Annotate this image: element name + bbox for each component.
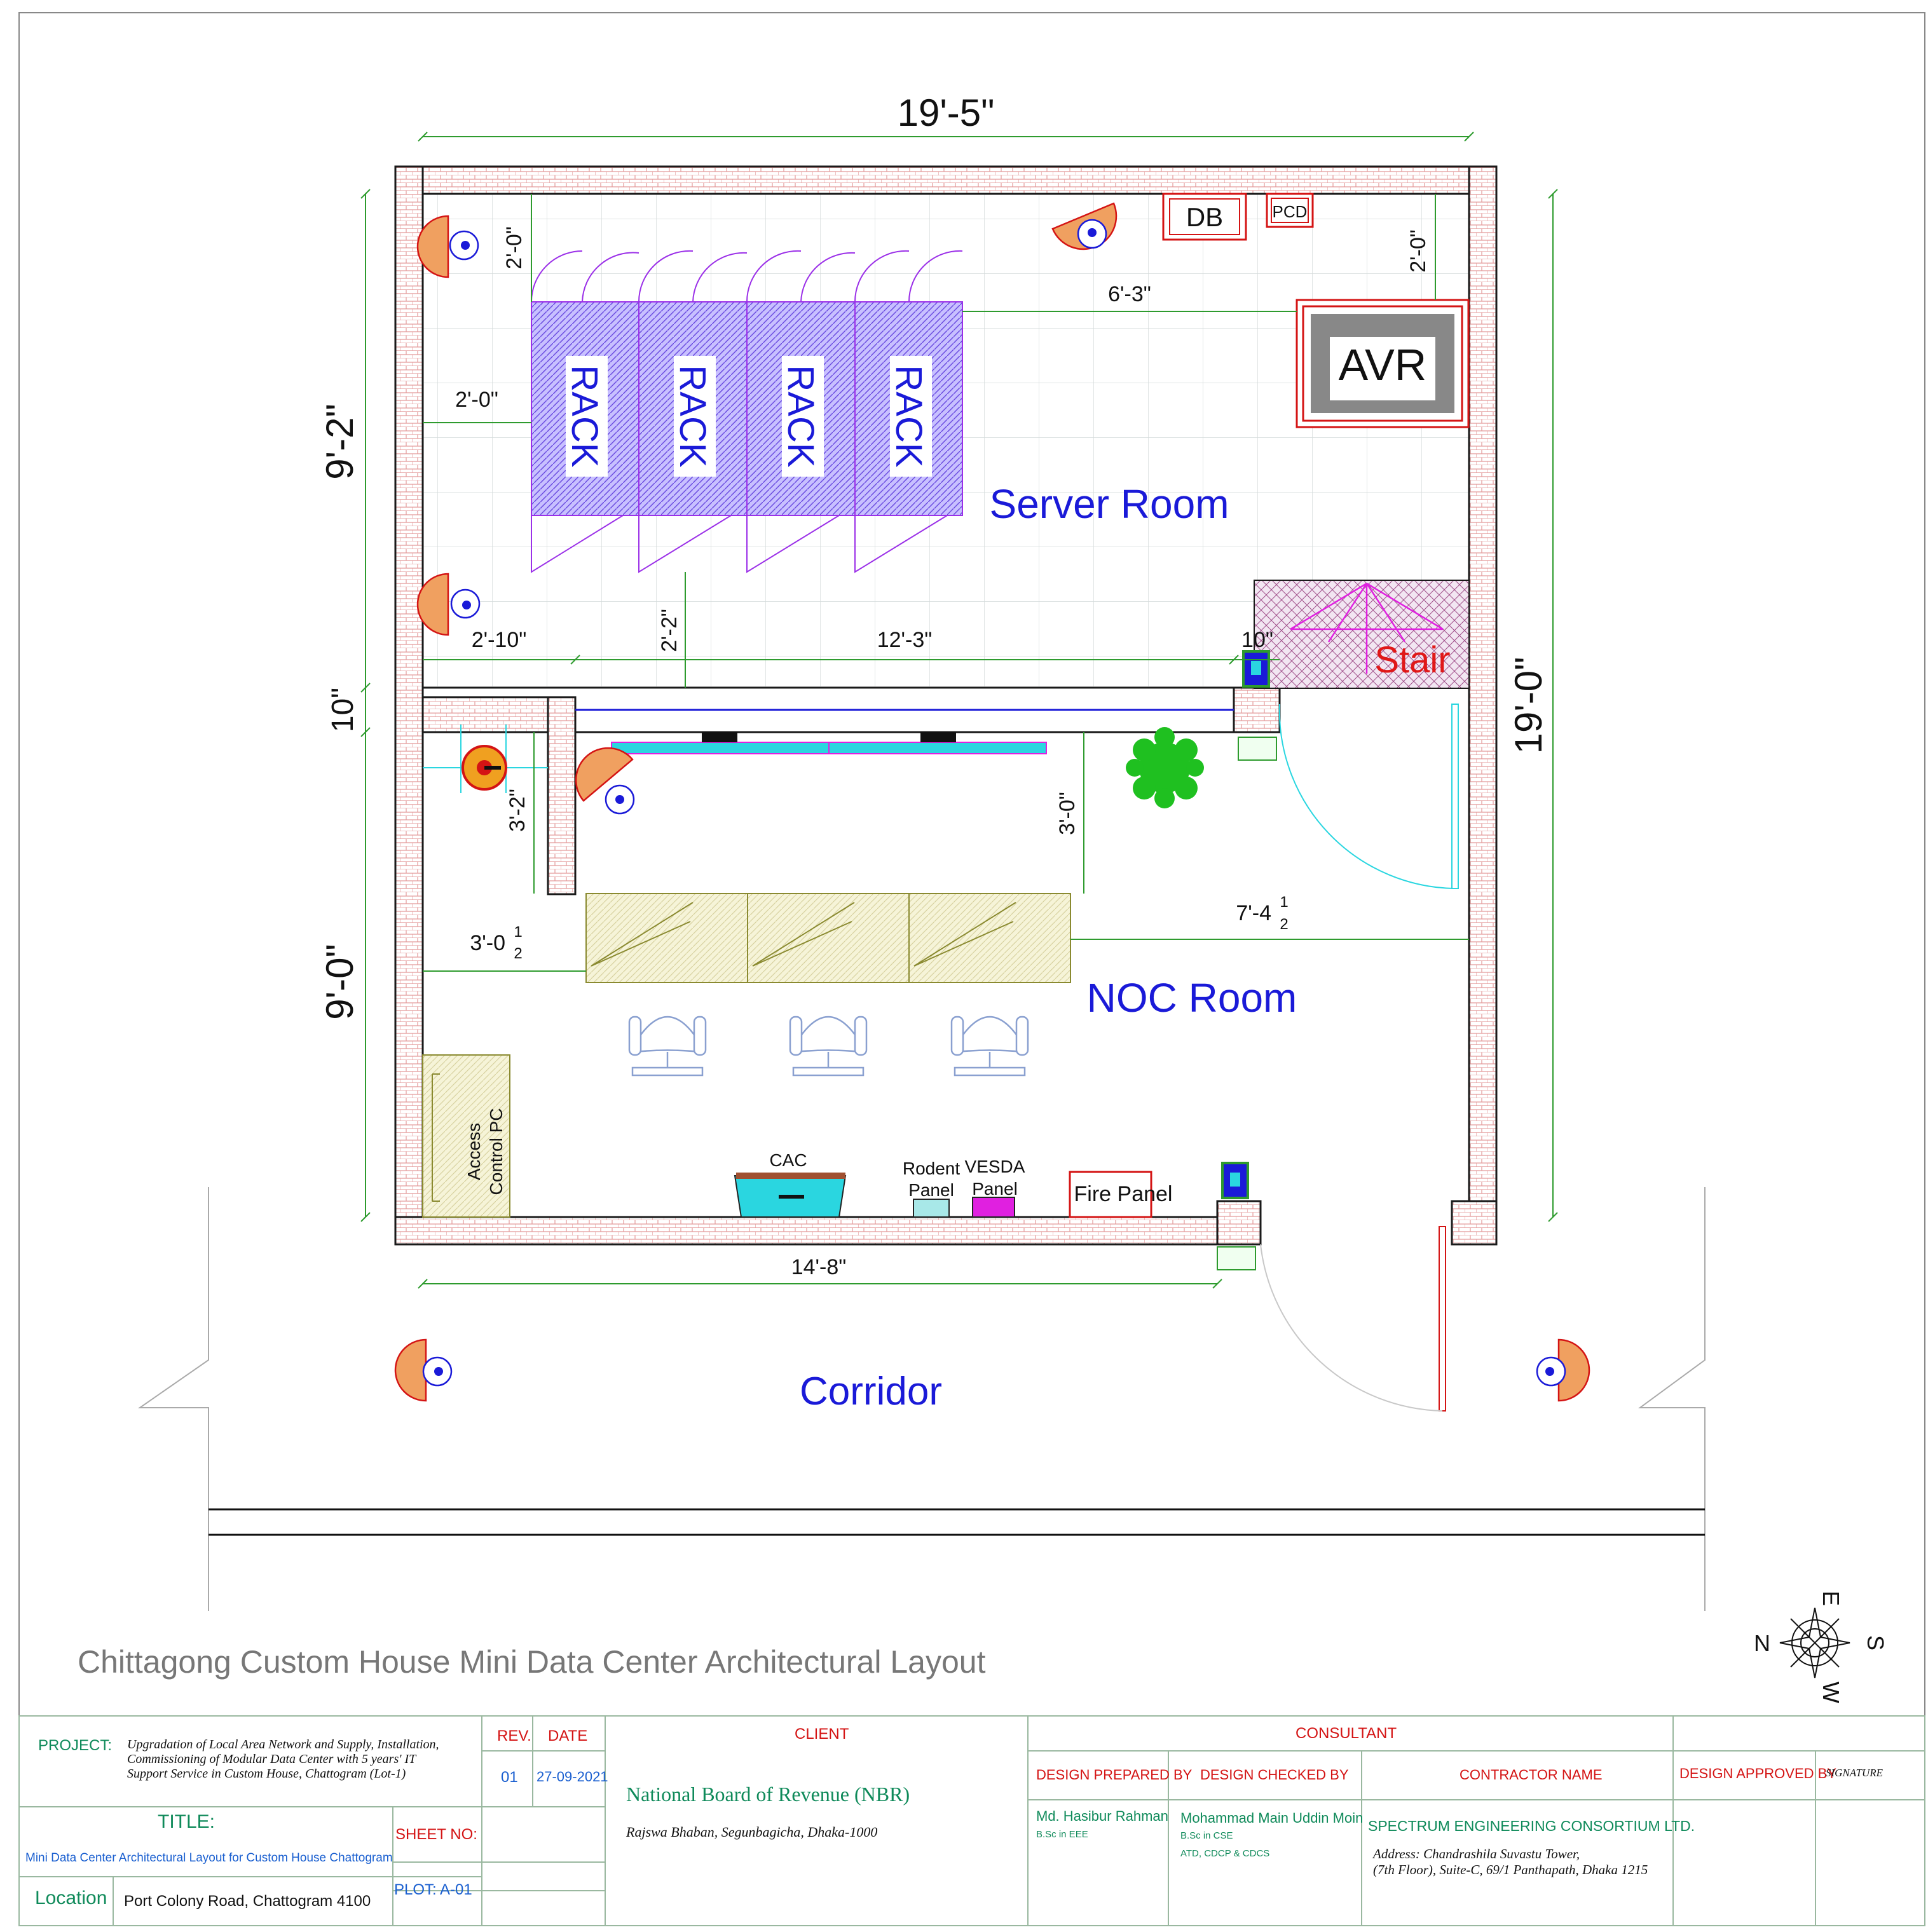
dim-overall-height: 19'-0" [1507,656,1550,754]
dim-partition: 10" [326,687,360,733]
contractor-name: SPECTRUM ENGINEERING CONSORTIUM LTD. [1368,1818,1695,1834]
signature-label: SIGNATURE [1826,1767,1884,1779]
dim-desk-left-num: 1 [514,923,523,941]
server-room-label: Server Room [989,481,1229,527]
compass-s: S [1863,1635,1889,1651]
dim-server-height: 9'-2" [318,404,361,480]
ac-units [612,732,1046,754]
rodent-label: Rodent [902,1159,961,1178]
dim-partition-main: 12'-3" [877,628,933,652]
rev-value: 01 [501,1769,518,1786]
prepared-name: Md. Hasibur Rahman [1036,1808,1168,1824]
dim-desk-left-den: 2 [514,945,523,962]
dim-rack-bottom: 2'-2" [657,609,681,652]
doors [1261,704,1458,1411]
cac-unit [735,1173,845,1217]
door-keypad [1238,737,1276,760]
client-label: CLIENT [795,1725,849,1743]
dim-noc-height: 9'-0" [318,944,361,1020]
fire-panel-label: Fire Panel [1074,1182,1173,1206]
access-pc-label: Access [464,1122,484,1181]
prepared-label: DESIGN PREPARED BY [1036,1767,1193,1783]
title-label: TITLE: [158,1811,215,1832]
sheet-label: SHEET NO: [395,1826,477,1843]
pcd-label: PCD [1272,202,1308,221]
location-label: Location [35,1888,107,1908]
project-label: PROJECT: [38,1737,113,1754]
client-name: National Board of Revenue (NBR) [626,1783,910,1806]
checked-label: DESIGN CHECKED BY [1200,1767,1349,1783]
drawing-title: Chittagong Custom House Mini Data Center Architectural Layout [78,1644,986,1680]
dim-desk-right-den: 2 [1280,916,1289,933]
dim-avr-top: 2'-0" [1406,229,1430,273]
plant [1126,727,1204,808]
card-reader-inner [1230,1173,1240,1187]
rev-label: REV. [497,1727,531,1745]
db-label: DB [1186,202,1224,232]
door-keypad [1217,1247,1255,1270]
checked-qual: B.Sc in CSE [1180,1830,1233,1841]
consultant-label: CONSULTANT [1296,1725,1397,1742]
prepared-qual: B.Sc in EEE [1036,1829,1088,1840]
avr-label: AVR [1338,340,1427,390]
compass-rose [1780,1608,1850,1678]
dim-rack-left: 2'-0" [455,388,498,412]
compass-e: E [1818,1590,1844,1607]
project-text: Support Service in Custom House, Chattogram (Lot-1) [127,1767,406,1781]
plot-label: PLOT: A-01 [394,1881,472,1898]
approved-label: DESIGN APPROVED BY [1679,1765,1836,1781]
dim-desk-right-num: 1 [1280,894,1289,911]
dim-desk-left: 3'-0 [470,931,505,955]
vesda-panel [973,1197,1015,1217]
checked-qual: ATD, CDCP & CDCS [1180,1848,1270,1859]
rodent-panel [913,1199,949,1217]
rack-label: RACK [780,365,821,468]
fire-extinguisher [423,724,548,793]
checked-name: Mohammad Main Uddin Moin [1180,1810,1364,1826]
dim-rack-top: 2'-0" [502,226,526,269]
compass-n: N [1754,1630,1770,1656]
rack-label: RACK [888,365,929,468]
contractor-address: Address: Chandrashila Suvastu Tower, [1373,1846,1580,1861]
chairs [629,1017,1028,1075]
project-text: Upgradation of Local Area Network and Supply, Installation, [127,1738,439,1752]
dim-avr: 6'-3" [1108,282,1151,306]
dim-desk-right: 7'-4 [1236,901,1271,925]
rack-label: RACK [564,365,605,468]
dim-desk-clear: 3'-0" [1055,792,1079,835]
dim-bottom-wall: 14'-8" [791,1255,847,1279]
dim-noc-left-wall: 3'-2" [505,789,530,832]
date-value: 27-09-2021 [537,1769,608,1785]
dim-partition-left: 2'-10" [471,628,527,652]
dim-overall-width: 19'-5" [897,92,995,134]
rodent-label: Panel [908,1180,954,1200]
card-reader-inner [1251,661,1261,675]
title-value: Mini Data Center Architectural Layout for Custom House Chattogram [25,1851,393,1865]
corridor-label: Corridor [800,1370,942,1413]
noc-room-label: NOC Room [1086,975,1297,1021]
client-address: Rajswa Bhaban, Segunbagicha, Dhaka-1000 [626,1824,878,1840]
cac-label: CAC [769,1150,807,1170]
dim-partition-right: 10" [1241,628,1273,652]
compass-w: W [1818,1682,1844,1703]
location-value: Port Colony Road, Chattogram 4100 [124,1893,371,1910]
rack-label: RACK [672,365,713,468]
noc-desks [586,894,1070,983]
contractor-address: (7th Floor), Suite-C, 69/1 Panthapath, Dhaka 1215 [1373,1862,1648,1877]
vesda-label: Panel [972,1179,1018,1199]
vesda-label: VESDA [964,1157,1025,1176]
project-text: Commissioning of Modular Data Center with 5 years' IT [127,1752,416,1766]
contractor-label: CONTRACTOR NAME [1460,1767,1603,1783]
date-label: DATE [548,1727,588,1745]
stair-label: Stair [1374,639,1451,681]
access-pc-label: Control PC [486,1108,506,1195]
